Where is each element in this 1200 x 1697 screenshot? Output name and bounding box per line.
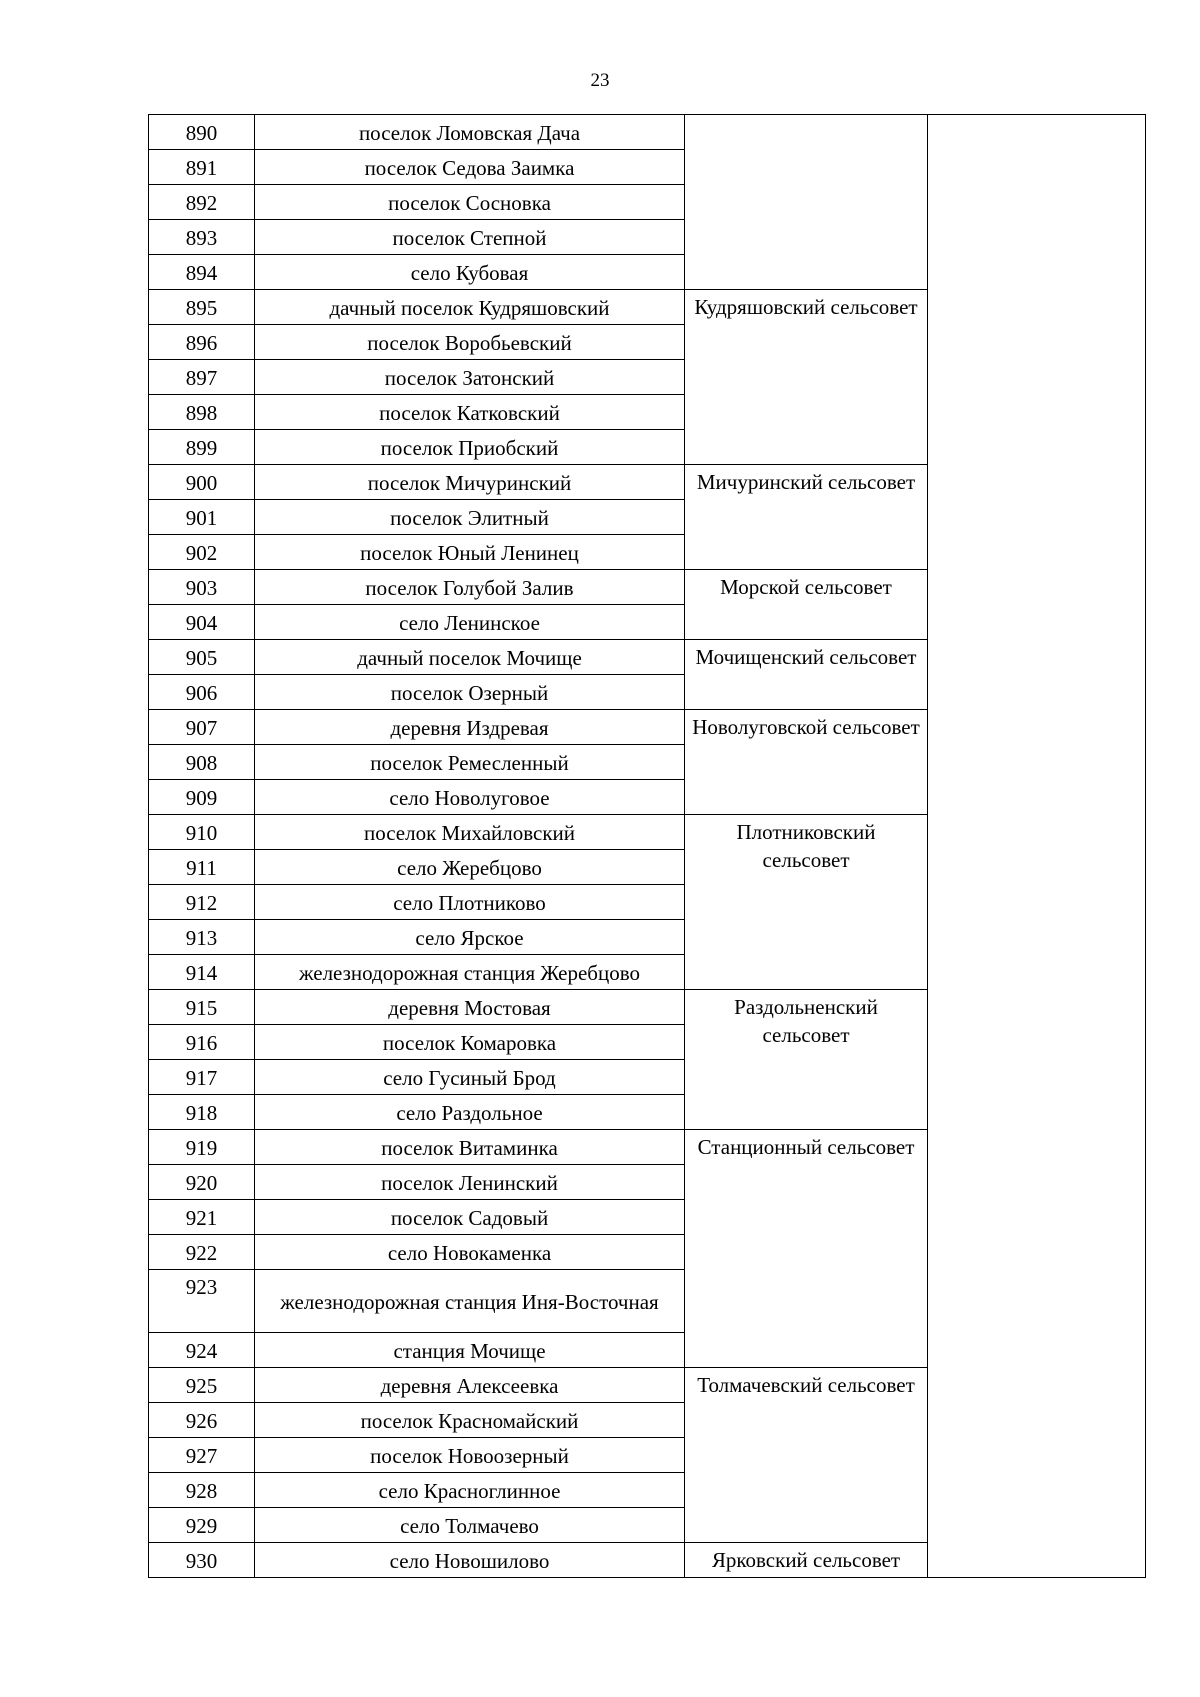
settlement-name: поселок Юный Ленинец <box>255 535 685 570</box>
council-cell: Мичуринский сельсовет <box>685 465 928 570</box>
settlement-name: поселок Седова Заимка <box>255 150 685 185</box>
settlement-name: поселок Озерный <box>255 675 685 710</box>
row-number: 919 <box>149 1130 255 1165</box>
extra-column-cell <box>928 115 1146 1578</box>
settlement-name: село Толмачево <box>255 1508 685 1543</box>
council-cell: Морской сельсовет <box>685 570 928 640</box>
settlement-name: деревня Алексеевка <box>255 1368 685 1403</box>
settlement-name: поселок Новоозерный <box>255 1438 685 1473</box>
row-number: 894 <box>149 255 255 290</box>
settlement-name: поселок Элитный <box>255 500 685 535</box>
row-number: 911 <box>149 850 255 885</box>
row-number: 896 <box>149 325 255 360</box>
settlements-table <box>148 114 1146 1578</box>
settlement-name: поселок Катковский <box>255 395 685 430</box>
row-number: 906 <box>149 675 255 710</box>
row-number: 895 <box>149 290 255 325</box>
settlement-name: поселок Ленинский <box>255 1165 685 1200</box>
row-number: 890 <box>149 115 255 150</box>
settlement-name: село Жеребцово <box>255 850 685 885</box>
row-number: 910 <box>149 815 255 850</box>
row-number: 926 <box>149 1403 255 1438</box>
council-cell: Новолуговской сельсовет <box>685 710 928 815</box>
settlement-name: село Кубовая <box>255 255 685 290</box>
settlement-name: село Красноглинное <box>255 1473 685 1508</box>
row-number: 891 <box>149 150 255 185</box>
settlement-name: поселок Ломовская Дача <box>255 115 685 150</box>
row-number: 912 <box>149 885 255 920</box>
page-number: 23 <box>590 70 610 91</box>
council-cell: Плотниковский сельсовет <box>685 815 928 990</box>
row-number: 907 <box>149 710 255 745</box>
council-cell: Станционный сельсовет <box>685 1130 928 1368</box>
council-cell: Толмачевский сельсовет <box>685 1368 928 1543</box>
settlement-name: поселок Садовый <box>255 1200 685 1235</box>
row-number: 900 <box>149 465 255 500</box>
settlement-name: село Новошилово <box>255 1543 685 1578</box>
row-number: 927 <box>149 1438 255 1473</box>
settlement-name: поселок Приобский <box>255 430 685 465</box>
row-number: 892 <box>149 185 255 220</box>
council-cell: Кудряшовский сельсовет <box>685 290 928 465</box>
settlement-name: село Ярское <box>255 920 685 955</box>
settlement-name: село Раздольное <box>255 1095 685 1130</box>
row-number: 924 <box>149 1333 255 1368</box>
row-number: 922 <box>149 1235 255 1270</box>
council-cell <box>685 115 928 290</box>
row-number: 893 <box>149 220 255 255</box>
row-number: 908 <box>149 745 255 780</box>
settlement-name: железнодорожная станция Жеребцово <box>255 955 685 990</box>
row-number: 925 <box>149 1368 255 1403</box>
settlement-name: поселок Красномайский <box>255 1403 685 1438</box>
settlement-name: село Новолуговое <box>255 780 685 815</box>
settlement-name: поселок Мичуринский <box>255 465 685 500</box>
row-number: 913 <box>149 920 255 955</box>
row-number: 917 <box>149 1060 255 1095</box>
row-number: 897 <box>149 360 255 395</box>
settlement-name: село Гусиный Брод <box>255 1060 685 1095</box>
settlement-name: дачный поселок Кудряшовский <box>255 290 685 325</box>
row-number: 929 <box>149 1508 255 1543</box>
row-number: 901 <box>149 500 255 535</box>
council-cell: Раздольненский сельсовет <box>685 990 928 1130</box>
settlement-name: поселок Витаминка <box>255 1130 685 1165</box>
settlement-name: поселок Михайловский <box>255 815 685 850</box>
row-number: 921 <box>149 1200 255 1235</box>
row-number: 923 <box>149 1270 255 1333</box>
row-number: 905 <box>149 640 255 675</box>
row-number: 918 <box>149 1095 255 1130</box>
council-cell: Ярковский сельсовет <box>685 1543 928 1578</box>
settlement-name: поселок Голубой Залив <box>255 570 685 605</box>
settlement-name: дачный поселок Мочище <box>255 640 685 675</box>
row-number: 902 <box>149 535 255 570</box>
council-cell: Мочищенский сельсовет <box>685 640 928 710</box>
row-number: 898 <box>149 395 255 430</box>
row-number: 909 <box>149 780 255 815</box>
settlement-name: поселок Затонский <box>255 360 685 395</box>
settlement-name: поселок Сосновка <box>255 185 685 220</box>
settlement-name: деревня Мостовая <box>255 990 685 1025</box>
settlement-name: станция Мочище <box>255 1333 685 1368</box>
row-number: 930 <box>149 1543 255 1578</box>
settlement-name: поселок Степной <box>255 220 685 255</box>
settlement-name: село Плотниково <box>255 885 685 920</box>
settlement-name: поселок Воробьевский <box>255 325 685 360</box>
row-number: 928 <box>149 1473 255 1508</box>
table-row <box>149 115 1146 150</box>
row-number: 920 <box>149 1165 255 1200</box>
settlement-name: село Новокаменка <box>255 1235 685 1270</box>
row-number: 916 <box>149 1025 255 1060</box>
settlement-name: село Ленинское <box>255 605 685 640</box>
row-number: 904 <box>149 605 255 640</box>
row-number: 903 <box>149 570 255 605</box>
settlement-name: деревня Издревая <box>255 710 685 745</box>
settlement-name: поселок Комаровка <box>255 1025 685 1060</box>
settlement-name: поселок Ремесленный <box>255 745 685 780</box>
settlement-name: железнодорожная станция Иня-Восточная <box>255 1270 685 1333</box>
row-number: 915 <box>149 990 255 1025</box>
row-number: 914 <box>149 955 255 990</box>
table-body <box>149 115 1146 1578</box>
row-number: 899 <box>149 430 255 465</box>
